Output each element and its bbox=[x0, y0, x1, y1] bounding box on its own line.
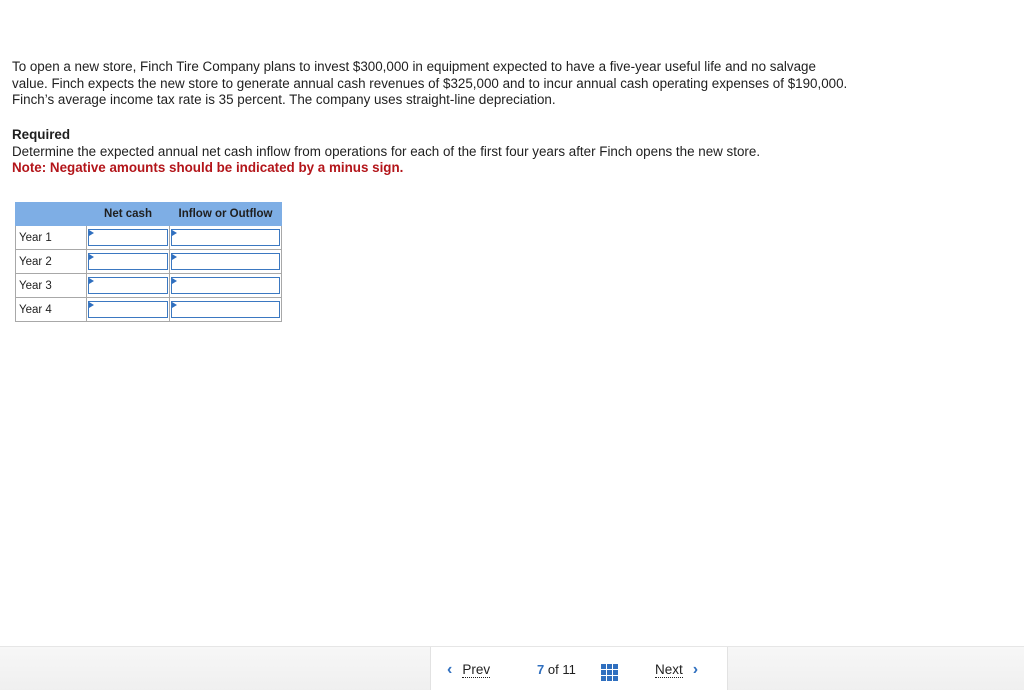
table-header-inflow-outflow: Inflow or Outflow bbox=[170, 203, 282, 226]
net-cash-input-year-1[interactable] bbox=[88, 229, 168, 246]
flow-cell bbox=[170, 298, 282, 322]
question-navigation bbox=[430, 647, 728, 690]
question-counter bbox=[537, 662, 576, 677]
dropdown-marker-icon bbox=[172, 230, 177, 236]
row-label-year-3: Year 3 bbox=[16, 274, 87, 298]
inflow-outflow-select-year-1[interactable] bbox=[171, 229, 280, 246]
dropdown-marker-icon bbox=[172, 254, 177, 260]
table-header-blank bbox=[16, 203, 87, 226]
input-marker-icon bbox=[89, 254, 94, 260]
next-button[interactable] bbox=[655, 661, 698, 679]
question-paragraph: To open a new store, Finch Tire Company plans to invest $300,000 in equipment expected to have a five-year useful life and no salvage value. Finch expects the new store to generate annual cash revenues of $325,000 and to incur annual cash operating expenses of $190,000. Finch’s average income tax rate is 35 percent. The company uses straight-line depreciation. bbox=[12, 59, 848, 108]
chevron-right-icon: › bbox=[692, 661, 699, 678]
footer-bar bbox=[0, 646, 1024, 690]
inflow-outflow-select-year-3[interactable] bbox=[171, 277, 280, 294]
required-instructions: Determine the expected annual net cash inflow from operations for each of the first four years after Finch opens the new store. bbox=[12, 143, 761, 159]
chevron-left-icon: ‹ bbox=[447, 661, 453, 678]
inflow-outflow-select-year-2[interactable] bbox=[171, 253, 280, 270]
row-label-year-1: Year 1 bbox=[16, 226, 87, 250]
row-label-year-4: Year 4 bbox=[16, 298, 87, 322]
net-cash-cell bbox=[87, 250, 170, 274]
input-marker-icon bbox=[89, 302, 94, 308]
prev-button[interactable] bbox=[447, 661, 490, 679]
net-cash-input-year-4[interactable] bbox=[88, 301, 168, 318]
prev-label: Prev bbox=[462, 662, 491, 677]
answer-table bbox=[15, 202, 282, 322]
question-text bbox=[12, 59, 852, 109]
net-cash-input-year-2[interactable] bbox=[88, 253, 168, 270]
net-cash-cell bbox=[87, 226, 170, 250]
negative-amount-note: Note: Negative amounts should be indicated by a minus sign. bbox=[12, 160, 404, 176]
flow-cell bbox=[170, 250, 282, 274]
net-cash-cell bbox=[87, 298, 170, 322]
net-cash-cell bbox=[87, 274, 170, 298]
row-label-year-2: Year 2 bbox=[16, 250, 87, 274]
required-section bbox=[12, 127, 912, 177]
table-row bbox=[16, 250, 282, 274]
table-row bbox=[16, 274, 282, 298]
next-label: Next bbox=[655, 662, 683, 677]
inflow-outflow-select-year-4[interactable] bbox=[171, 301, 280, 318]
flow-cell bbox=[170, 226, 282, 250]
current-question-number: 7 bbox=[537, 662, 545, 677]
of-label: of bbox=[547, 662, 559, 677]
dropdown-marker-icon bbox=[172, 302, 177, 308]
net-cash-input-year-3[interactable] bbox=[88, 277, 168, 294]
table-row bbox=[16, 298, 282, 322]
required-heading: Required bbox=[12, 127, 71, 142]
table-header-row bbox=[16, 203, 282, 226]
dropdown-marker-icon bbox=[172, 278, 177, 284]
input-marker-icon bbox=[89, 278, 94, 284]
table-header-net-cash: Net cash bbox=[87, 203, 170, 226]
flow-cell bbox=[170, 274, 282, 298]
input-marker-icon bbox=[89, 230, 94, 236]
question-grid-icon[interactable] bbox=[601, 664, 618, 681]
total-questions: 11 bbox=[562, 662, 576, 677]
table-row bbox=[16, 226, 282, 250]
